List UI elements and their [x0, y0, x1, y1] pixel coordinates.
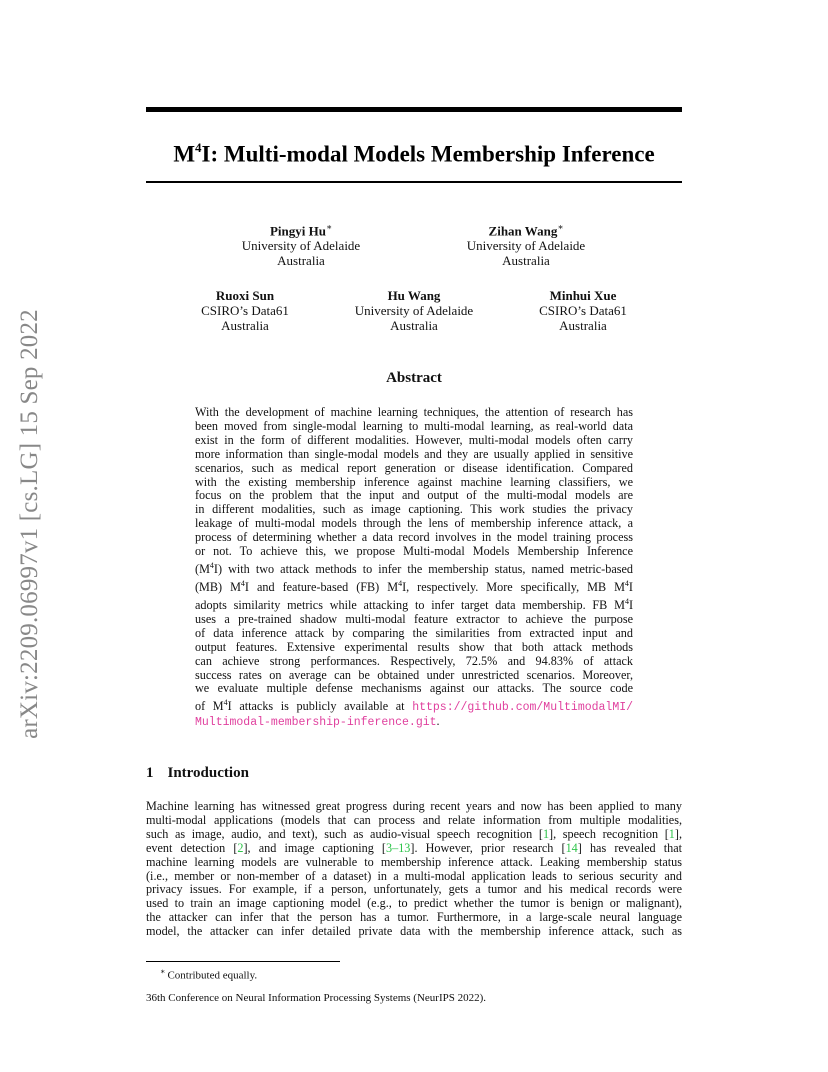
citation-link[interactable]: 1 — [542, 826, 550, 841]
footnote: ∗ Contributed equally. — [160, 967, 258, 982]
citation-link[interactable]: 14 — [565, 840, 578, 855]
abstract-line: process of determining whether a data record involves in the model training process — [195, 530, 633, 545]
footnote-rule — [146, 961, 340, 962]
abstract-line: $(M^4I)$ with two attack methods to infer the membership status, named metric-based — [195, 560, 633, 577]
abstract-heading: Abstract — [386, 370, 442, 386]
abstract-lines — [195, 406, 633, 715]
conference-note: 36th Conference on Neural Information Processing Systems (NeurIPS 2022). — [146, 992, 487, 1004]
author-affiliation: CSIRO’s Data61 — [201, 303, 289, 318]
author-affiliation: CSIRO’s Data61 — [539, 303, 627, 318]
abstract-line: focus on the problem that the input and output of the multi-modal models are — [195, 488, 633, 503]
author-country: Australia — [502, 253, 550, 269]
author-name: Ruoxi Sun — [215, 288, 275, 303]
abstract-body — [195, 406, 633, 730]
intro-line: Machine learning has witnessed great progress during recent years and now has been applied to many — [146, 799, 682, 813]
abstract-line: With the development of machine learning techniques, the attention of research has — [195, 405, 633, 419]
title-bottom-rule — [146, 181, 682, 183]
abstract-line: success rates on average can be obtained under unrestricted scenarios. Moreover, — [195, 667, 633, 682]
section-heading: 1 Introduction — [146, 765, 249, 781]
intro-line: the attacker can infer that the person has a tumor. Furthermore, in a large-scale neural language — [146, 910, 682, 925]
author-block — [175, 288, 315, 333]
arxiv-stamp — [0, 289, 60, 759]
abstract-line: of $M^4I$ attacks is publicly available at https://github.com/MultimodalMI/ — [195, 698, 634, 715]
author-block — [221, 220, 381, 268]
abstract-line: output features. Extensive experimental results show that both attack methods — [195, 639, 633, 654]
author-block — [334, 288, 494, 333]
author-name: Pingyi Hu∗ — [269, 222, 333, 239]
author-affiliation: University of Adelaide — [241, 238, 361, 254]
abstract-line: in different modalities, such as image captioning. This work studies the privacy — [195, 502, 633, 517]
citation-link[interactable]: 1 — [668, 826, 675, 841]
author-name: Zihan Wang∗ — [488, 222, 564, 239]
author-country: Australia — [390, 318, 438, 333]
source-code-link-part1[interactable]: https://github.com/MultimodalMI/ — [412, 701, 634, 715]
abstract-line: of data inference attack by comparing the similarities from extracted input and — [195, 625, 633, 640]
author-name: Minhui Xue — [549, 288, 617, 303]
abstract-line: we evaluate multiple defense mechanisms against our attacks. The source code — [195, 681, 633, 696]
intro-body — [146, 800, 682, 939]
abstract-line: with the existing membership inference against machine learning classifiers, we — [195, 474, 633, 489]
intro-line: used to train an image captioning model (e.g., to predict whether the tumor is benign or malignant), — [146, 896, 682, 911]
paper-title: $M^4I$: Multi-modal Models Membership Inference — [173, 140, 655, 167]
author-country: Australia — [221, 318, 269, 333]
arxiv-stamp-text: arXiv:2209.06997v1 [cs.LG] 15 Sep 2022 — [16, 309, 43, 739]
author-country: Australia — [277, 253, 325, 269]
abstract-line: leakage of multi-modal models through the lens of membership inference attack, a — [195, 516, 633, 531]
intro-line: (i.e., member or non-member of a dataset) in a multi-modal application leads to serious security and — [146, 868, 682, 883]
intro-line: event detection [2], and image captioning [3–13]. However, prior research [14] has revealed that — [146, 840, 683, 855]
source-code-link[interactable]: Multimodal-membership-inference.git — [195, 716, 437, 730]
abstract-line: uses a pre-trained shadow multi-modal feature extractor to achieve the purpose — [195, 611, 633, 626]
citation-link[interactable]: 2 — [237, 840, 244, 855]
abstract-line: or not. To achieve this, we propose Multi-modal Models Membership Inference — [195, 544, 633, 559]
abstract-line: more information than single-modal models and they are usually applied in sensitive — [195, 446, 633, 461]
intro-line: model, the attacker can infer detailed private data with the membership inference attack, such as — [146, 924, 682, 939]
intro-line: such as image, audio, and text), such as audio-visual speech recognition [1], speech recognition [1], — [146, 826, 682, 841]
abstract-line: can achieve strong performances. Respectively, 72.5% and 94.83% of attack — [195, 653, 633, 668]
citation-link[interactable]: 3–13 — [386, 840, 411, 855]
author-name: Hu Wang — [387, 288, 441, 303]
author-affiliation: University of Adelaide — [354, 303, 474, 318]
author-block — [446, 220, 606, 268]
abstract-link-line: Multimodal-membership-inference.git. — [195, 714, 440, 730]
abstract-line: (MB) $M^4I$ and feature-based (FB) $M^4I$, respectively. More specifically, MB $M^4I$ — [195, 578, 633, 594]
abstract-line: exist in the form of different modalities. However, multi-modal models often carry — [195, 432, 633, 447]
intro-line: machine learning models are vulnerable to membership inference attack. Leaking membership status — [146, 854, 682, 869]
abstract-line: adopts similarity metrics while attacking to infer target data membership. FB $M^4I$ — [195, 596, 633, 612]
intro-line: privacy issues. For example, if a person, unfortunately, gets a tumor and his medical records were — [146, 882, 682, 897]
abstract-line: scenarios, such as medical report generation or disease identification. Compared — [195, 460, 633, 475]
title-top-rule — [146, 107, 682, 112]
intro-line: multi-modal applications (models that can process and relate information from multiple modalities, — [146, 812, 682, 827]
author-block — [513, 288, 653, 333]
author-affiliation: University of Adelaide — [466, 238, 586, 254]
abstract-line: been moved from single-modal learning to multi-modal learning, as real-world data — [195, 418, 633, 433]
author-country: Australia — [559, 318, 607, 333]
